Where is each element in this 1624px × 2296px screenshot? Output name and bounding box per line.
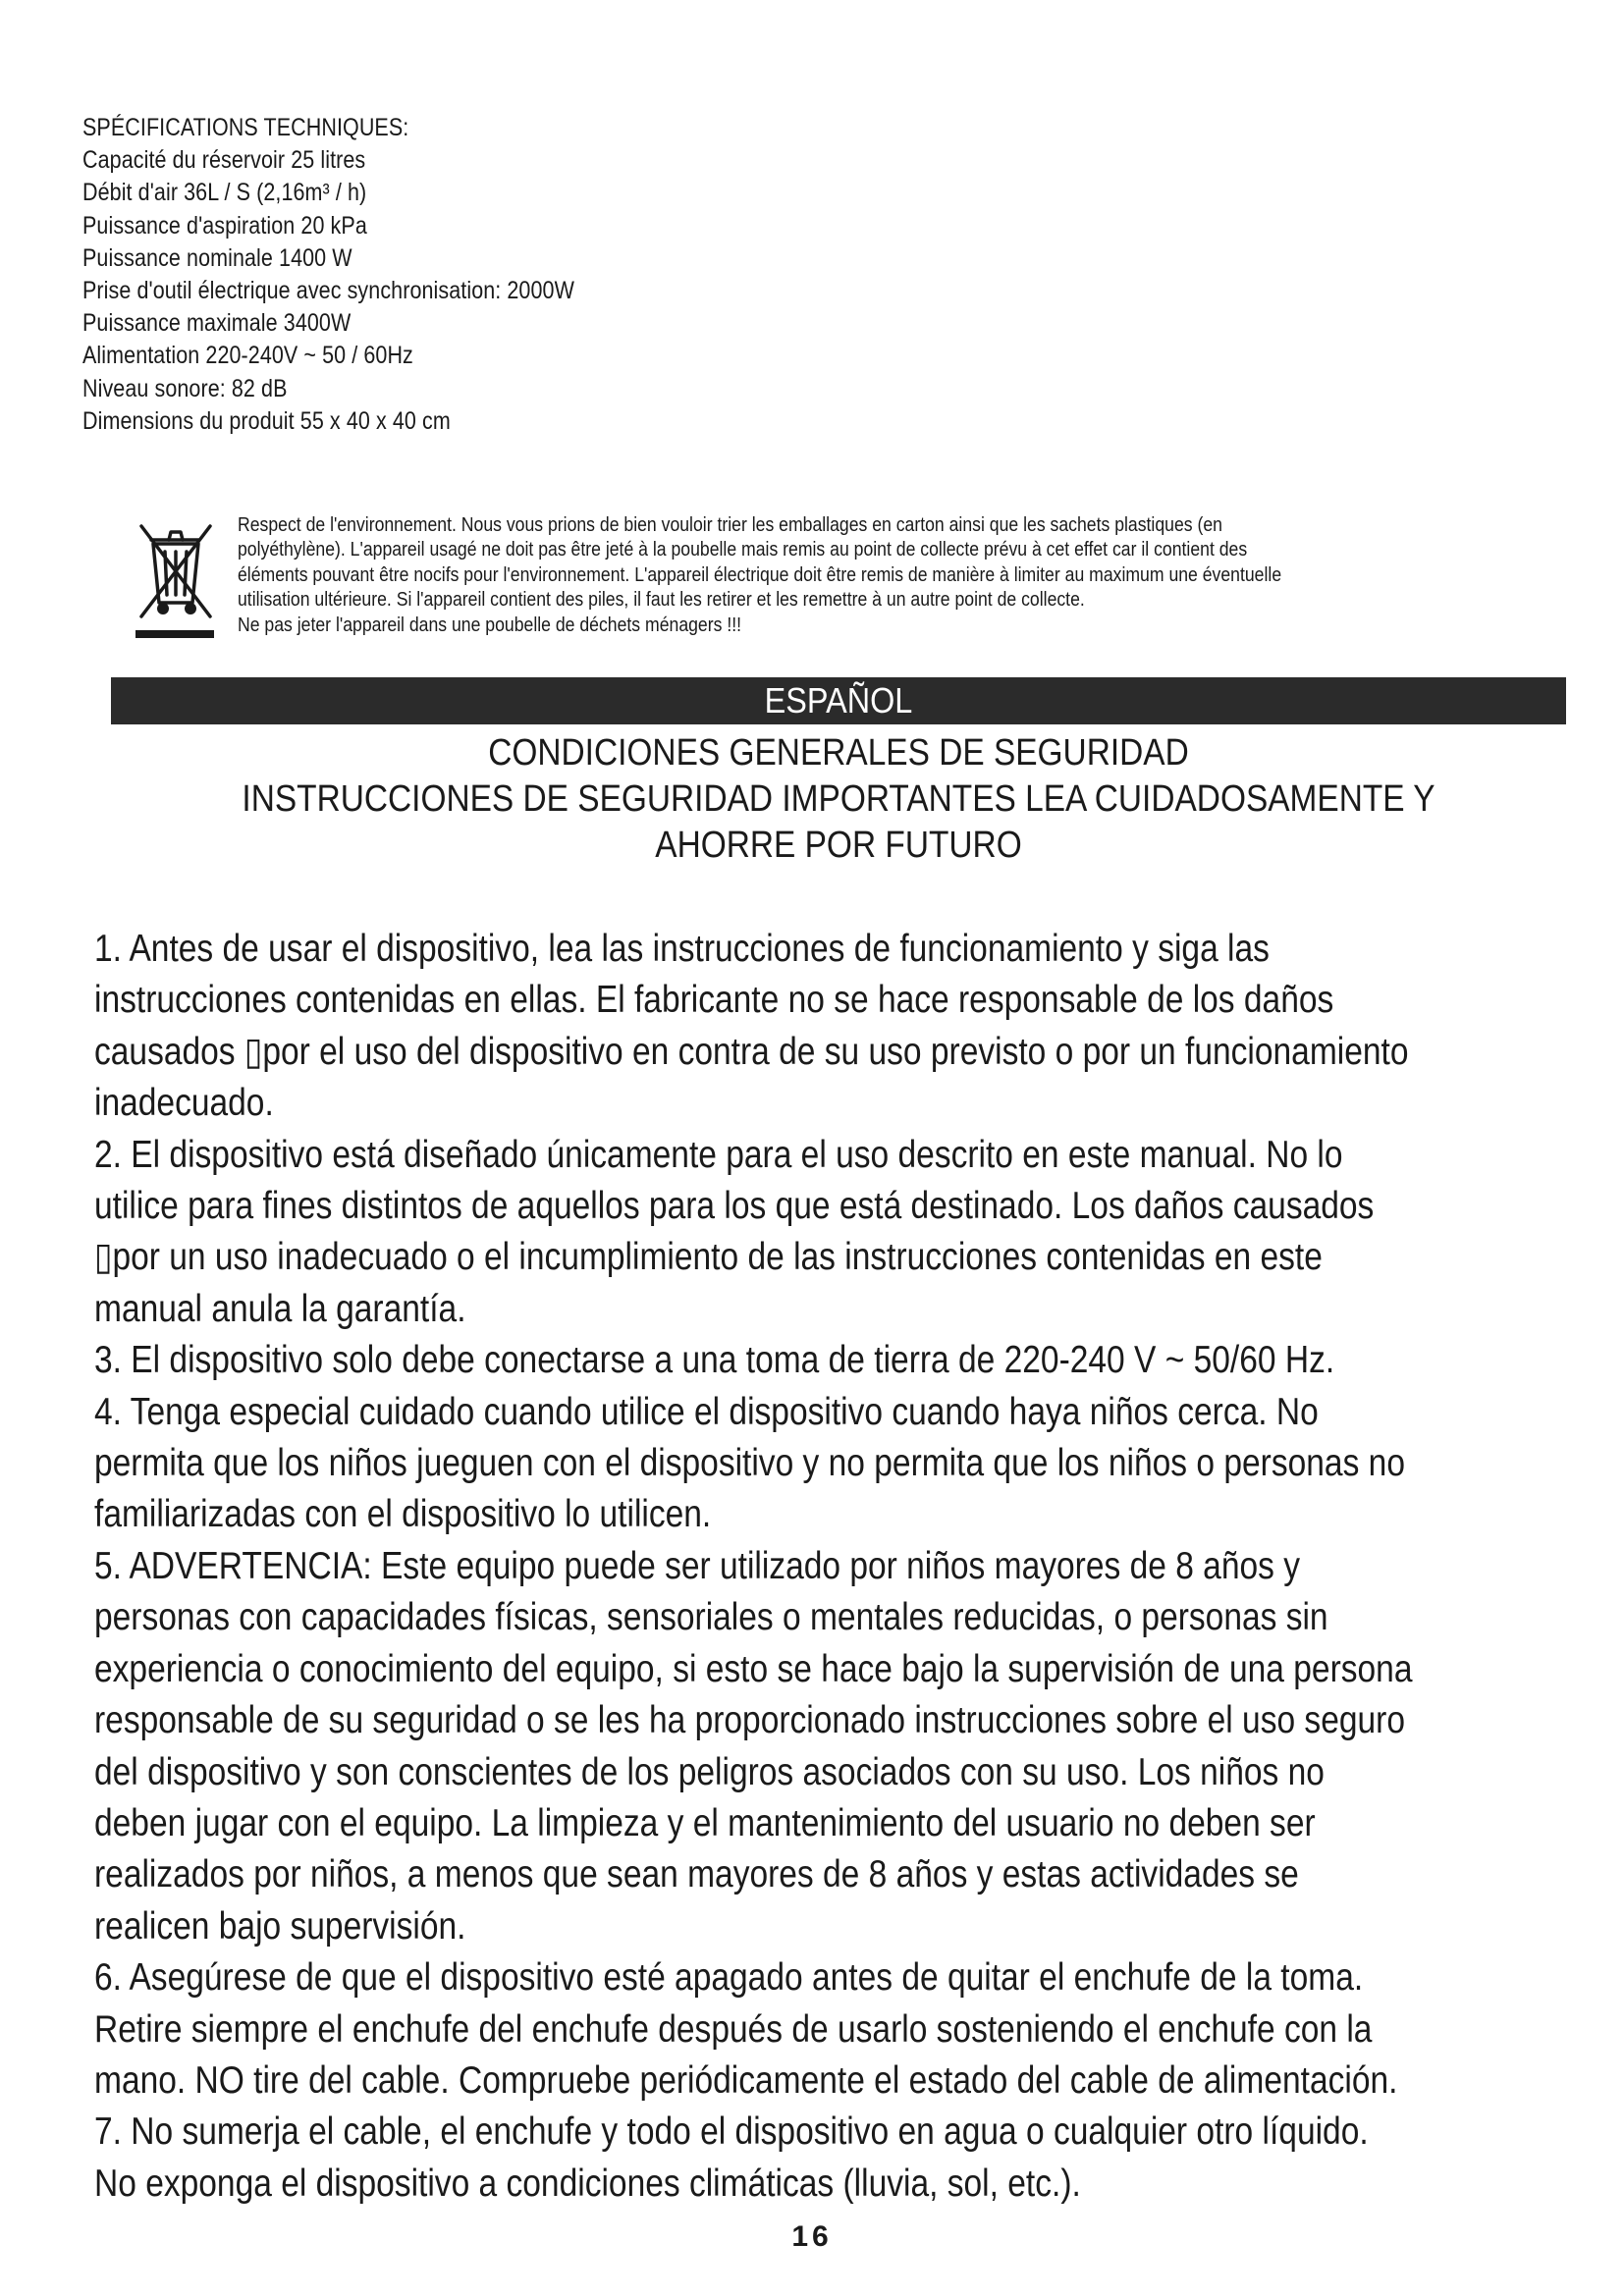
technical-specifications — [82, 112, 966, 438]
instruction-line: 1. Antes de usar el dispositivo, lea las instrucciones de funcionamiento y siga las — [94, 928, 1270, 970]
instruction-line: realizados por niños, a menos que sean mayores de 8 años y estas actividades se — [94, 1853, 1299, 1896]
spec-line: Prise d'outil électrique avec synchronisation: 2000W — [82, 277, 574, 305]
spec-line: Puissance maximale 3400W — [82, 309, 352, 338]
page-number: 16 — [791, 2220, 833, 2253]
spec-line: SPÉCIFICATIONS TECHNIQUES: — [82, 114, 409, 141]
safety-instructions — [94, 924, 1587, 2210]
instruction-line: permita que los niños jueguen con el dispositivo y no permita que los niños o personas no — [94, 1442, 1405, 1485]
spec-line: Puissance nominale 1400 W — [82, 243, 352, 272]
environment-notice — [130, 512, 1563, 660]
instruction-line: del dispositivo y son conscientes de los peligros asociados con su uso. Los niños no — [94, 1750, 1325, 1793]
environment-line: Respect de l'environnement. Nous vous prions de bien vouloir trier les emballages en carton ainsi que les sachets plastiques (en — [238, 513, 1222, 536]
environment-text — [238, 512, 1624, 637]
environment-line: éléments pouvant être nocifs pour l'environnement. L'appareil électrique doit être remis de manière à limiter au maximum une éventuelle — [238, 562, 1282, 586]
instruction-line: ▯por un uso inadecuado o el incumplimiento de las instrucciones contenidas en este — [94, 1236, 1323, 1279]
instruction-line: experiencia o conocimiento del equipo, si esto se hace bajo la supervisión de una persona — [94, 1647, 1413, 1690]
section-headings — [111, 730, 1566, 869]
instruction-line: personas con capacidades físicas, sensoriales o mentales reducidas, o personas sin — [94, 1596, 1328, 1639]
crossed-out-wheelie-bin-icon — [130, 518, 220, 642]
instruction-line: No exponga el dispositivo a condiciones climáticas (lluvia, sol, etc.). — [94, 2162, 1081, 2205]
instruction-line: 6. Asegúrese de que el dispositivo esté apagado antes de quitar el enchufe de la toma. — [94, 1956, 1364, 2000]
environment-line: polyéthylène). L'appareil usagé ne doit pas être jeté à la poubelle mais remis au point de collecte prévu à cet effet car il contient des — [238, 538, 1248, 561]
instruction-line: utilice para fines distintos de aquellos para los que está destinado. Los daños causados — [94, 1185, 1375, 1228]
instruction-line: realicen bajo supervisión. — [94, 1904, 466, 1948]
section-subtitle: INSTRUCCIONES DE SEGURIDAD IMPORTANTES LEA CUIDADOSAMENTE Y — [242, 778, 1435, 820]
instruction-line: inadecuado. — [94, 1082, 274, 1125]
spec-line: Dimensions du produit 55 x 40 x 40 cm — [82, 406, 451, 435]
environment-line: Ne pas jeter l'appareil dans une poubelle de déchets ménagers !!! — [238, 613, 742, 636]
spec-line: Alimentation 220-240V ~ 50 / 60Hz — [82, 342, 413, 370]
instruction-line: causados ▯por el uso del dispositivo en contra de su uso previsto o por un funcionamiento — [94, 1030, 1409, 1073]
language-section-bar — [111, 677, 1566, 724]
spec-line: Puissance d'aspiration 20 kPa — [82, 211, 367, 240]
instruction-line: 7. No sumerja el cable, el enchufe y todo el dispositivo en agua o cualquier otro líquido. — [94, 2110, 1369, 2154]
environment-line: utilisation ultérieure. Si l'appareil contient des piles, il faut les retirer et les remettre à un autre point de collecte. — [238, 588, 1085, 612]
instruction-line: 5. ADVERTENCIA: Este equipo puede ser utilizado por niños mayores de 8 años y — [94, 1544, 1300, 1587]
spec-line: Capacité du réservoir 25 litres — [82, 146, 366, 175]
spec-line: Débit d'air 36L / S (2,16m³ / h) — [82, 179, 367, 207]
section-subtitle: AHORRE POR FUTURO — [655, 825, 1022, 866]
instruction-line: Retire siempre el enchufe del enchufe después de usarlo sosteniendo el enchufe con la — [94, 2007, 1373, 2051]
instruction-line: instrucciones contenidas en ellas. El fabricante no se hace responsable de los daños — [94, 979, 1334, 1022]
instruction-line: 2. El dispositivo está diseñado únicamente para el uso descrito en este manual. No lo — [94, 1133, 1343, 1176]
language-label: ESPAÑOL — [764, 680, 913, 721]
instruction-line: familiarizadas con el dispositivo lo utilicen. — [94, 1493, 712, 1536]
section-title: CONDICIONES GENERALES DE SEGURIDAD — [488, 732, 1189, 774]
instruction-line: responsable de su seguridad o se les ha proporcionado instrucciones sobre el uso seguro — [94, 1699, 1405, 1742]
instruction-line: 4. Tenga especial cuidado cuando utilice el dispositivo cuando haya niños cerca. No — [94, 1390, 1319, 1433]
instruction-line: mano. NO tire del cable. Compruebe periódicamente el estado del cable de alimentación. — [94, 2058, 1398, 2102]
instruction-line: deben jugar con el equipo. La limpieza y el mantenimiento del usuario no deben ser — [94, 1801, 1316, 1844]
spec-line: Niveau sonore: 82 dB — [82, 374, 288, 402]
instruction-line: manual anula la garantía. — [94, 1287, 466, 1330]
instruction-line: 3. El dispositivo solo debe conectarse a una toma de tierra de 220-240 V ~ 50/60 Hz. — [94, 1339, 1335, 1382]
